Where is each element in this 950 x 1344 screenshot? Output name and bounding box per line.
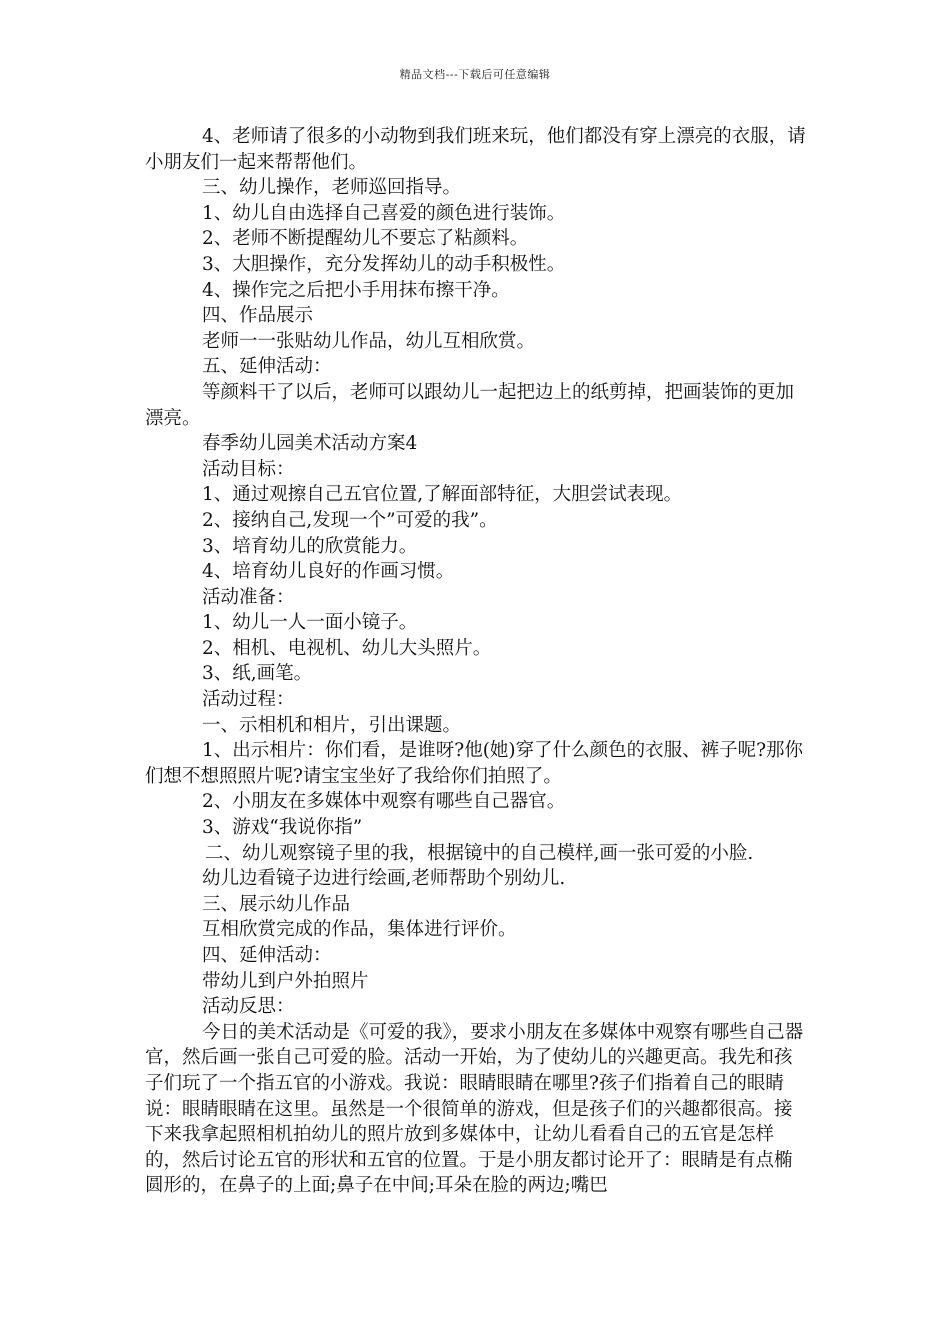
section-heading: 一、示相机和相片，引出课题。 bbox=[202, 714, 462, 736]
paragraph: 带幼儿到户外拍照片 bbox=[202, 970, 369, 992]
paragraph: 等颜料干了以后，老师可以跟幼儿一起把边上的纸剪掉，把画装饰的更加漂亮。 bbox=[145, 381, 795, 429]
paragraph: 老师一一张贴幼儿作品，幼儿互相欣赏。 bbox=[202, 330, 536, 352]
section-heading: 二、幼儿观察镜子里的我，根据镜中的自己模样,画一张可爱的小脸. bbox=[205, 842, 754, 864]
list-item: 2、相机、电视机、幼儿大头照片。 bbox=[202, 637, 492, 659]
list-item: 3、大胆操作，充分发挥幼儿的动手积极性。 bbox=[202, 253, 566, 275]
section-heading: 活动目标： bbox=[202, 458, 295, 480]
paragraph: 4、老师请了很多的小动物到我们班来玩，他们都没有穿上漂亮的衣服，请小朋友们一起来帮帮他们。 bbox=[145, 126, 806, 173]
list-item: 2、小朋友在多媒体中观察有哪些自己器官。 bbox=[202, 791, 566, 813]
list-item: 2、老师不断提醒幼儿不要忘了粘颜料。 bbox=[202, 228, 529, 250]
list-item: 1、幼儿自由选择自己喜爱的颜色进行装饰。 bbox=[202, 202, 566, 224]
list-item: 3、游戏“我说你指” bbox=[202, 817, 363, 839]
paragraph: 幼儿边看镜子边进行绘画,老师帮助个别幼儿. bbox=[202, 868, 566, 890]
section-heading: 三、幼儿操作，老师巡回指导。 bbox=[202, 177, 462, 199]
list-item: 4、培育幼儿良好的作画习惯。 bbox=[202, 561, 455, 583]
list-item: 3、培育幼儿的欣赏能力。 bbox=[202, 535, 418, 557]
section-heading: 五、延伸活动： bbox=[202, 356, 332, 378]
section-heading: 活动反思： bbox=[202, 996, 295, 1018]
list-item: 1、通过观擦自己五官位置,了解面部特征，大胆尝试表现。 bbox=[202, 484, 683, 506]
document-title: 春季幼儿园美术活动方案4 bbox=[202, 433, 418, 455]
list-item: 1、出示相片：你们看，是谁呀?他(她)穿了什么颜色的衣服、裤子呢?那你们想不想照照片呢?请宝宝坐好了我给你们拍照了。 bbox=[145, 740, 804, 787]
paragraph: 今日的美术活动是《可爱的我》，要求小朋友在多媒体中观察有哪些自己器官，然后画一张自己可爱的脸。活动一开始，为了使幼儿的兴趣更高。我先和孩子们玩了一个指五官的小游戏。我说：眼睛眼睛在哪里?孩子们指着自己的眼睛说：眼睛眼睛在这里。虽然是一个很简单的游戏，但是孩子们的兴趣都很高。接下来我拿起照相机拍幼儿的照片放到多媒体中，让幼儿看看自己的五官是怎样的，然后讨论五官的形状和五官的位置。于是小朋友都讨论开了：眼睛是有点椭圆形的，在鼻子的上面;鼻子在中间;耳朵在脸的两边;嘴巴 bbox=[145, 1021, 804, 1197]
section-heading: 活动准备： bbox=[202, 586, 295, 608]
list-item: 2、接纳自己,发现一个”可爱的我”。 bbox=[202, 509, 498, 531]
list-item: 1、幼儿一人一面小镜子。 bbox=[202, 612, 418, 634]
document-body bbox=[145, 124, 810, 1199]
paragraph: 互相欣赏完成的作品，集体进行评价。 bbox=[202, 919, 517, 941]
section-heading: 活动过程： bbox=[202, 689, 295, 711]
page-header: 精品文档---下载后可任意编辑 bbox=[399, 68, 551, 81]
list-item: 4、操作完之后把小手用抹布擦干净。 bbox=[202, 279, 510, 301]
section-heading: 四、延伸活动： bbox=[202, 945, 332, 966]
section-heading: 三、展示幼儿作品 bbox=[202, 893, 351, 915]
section-heading: 四、作品展示 bbox=[202, 305, 314, 327]
list-item: 3、纸,画笔。 bbox=[202, 663, 313, 685]
